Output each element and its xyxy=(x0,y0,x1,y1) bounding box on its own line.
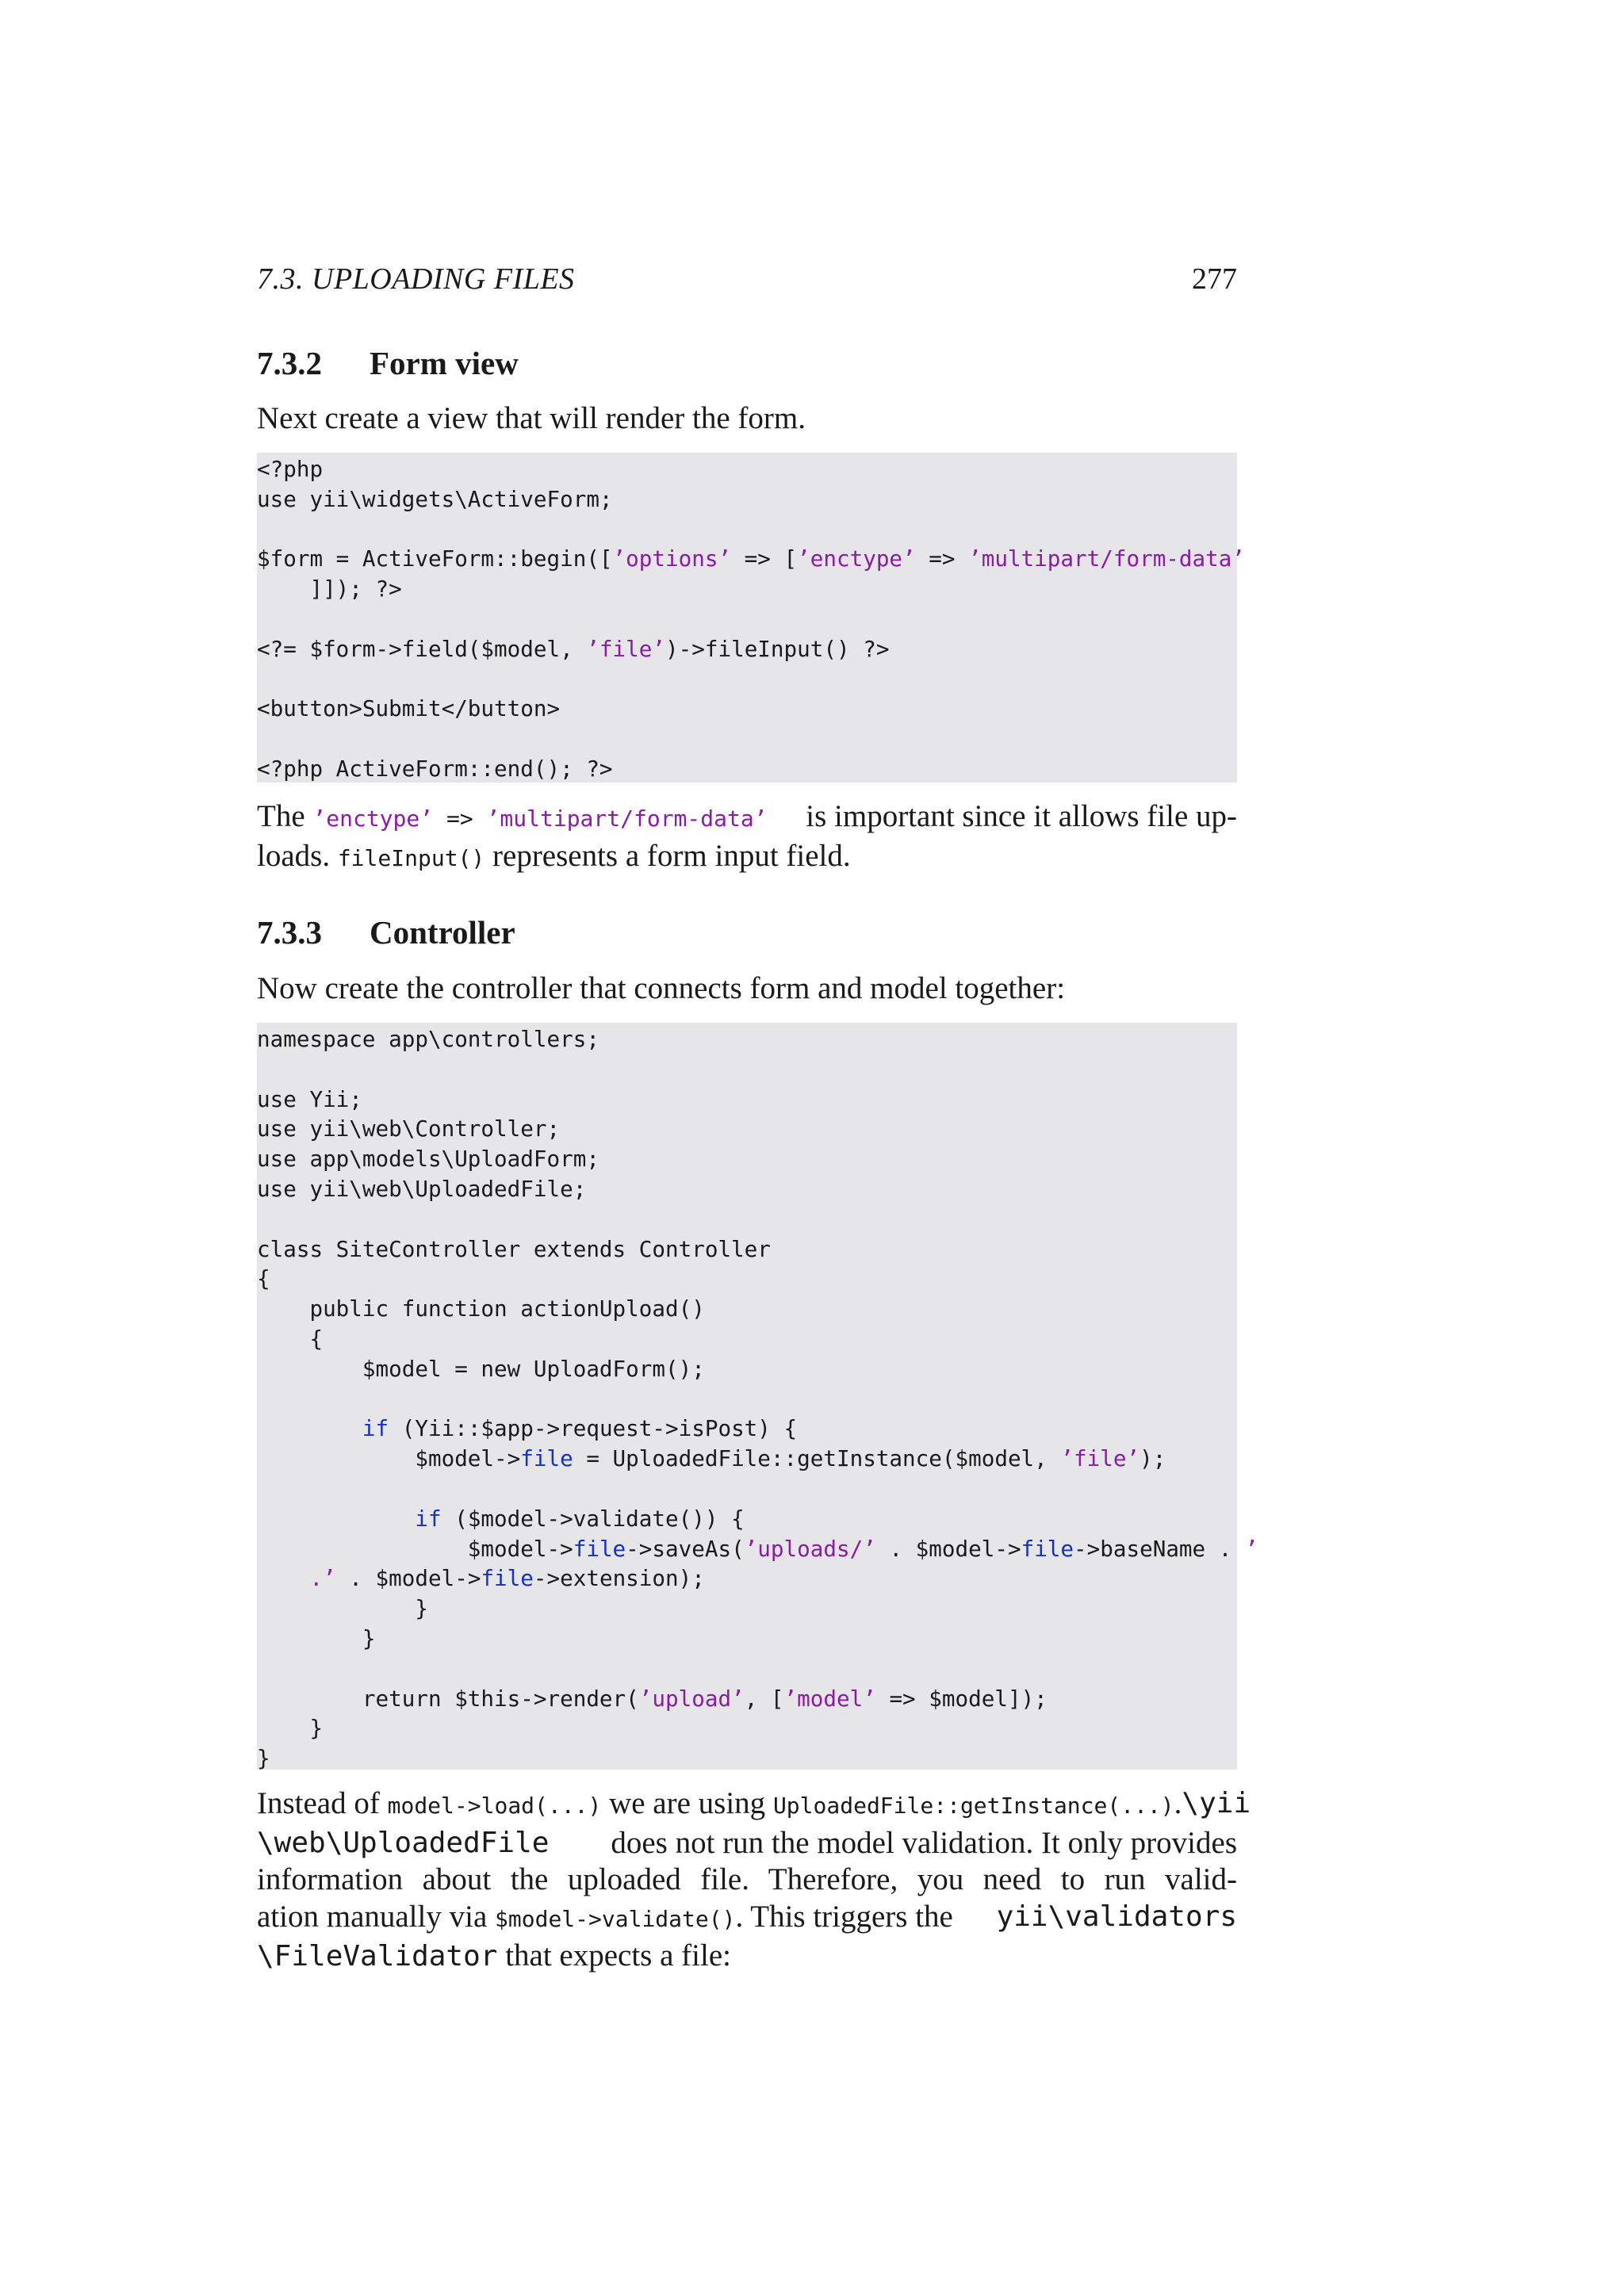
text: we are using xyxy=(601,1786,773,1820)
inline-code: => xyxy=(433,806,487,832)
closing-line-3: information about the uploaded file. Therefore, you need to run valid- xyxy=(257,1862,1237,1896)
text: does not run the model validation. It only provides xyxy=(611,1825,1237,1860)
text: ation manually via xyxy=(257,1899,496,1934)
code-line: if (Yii::$app->request->isPost) { xyxy=(362,1415,798,1442)
code-line: use yii\web\UploadedFile; xyxy=(257,1175,587,1202)
inline-code: \web\UploadedFile xyxy=(257,1826,550,1859)
code-line: <button>Submit</button> xyxy=(257,695,561,722)
code-line: .’ . $model->file->extension); xyxy=(309,1565,705,1592)
running-title: 7.3. UPLOADING FILES xyxy=(257,262,575,296)
enctype-paragraph xyxy=(257,798,1237,877)
controller-intro: Now create the controller that connects form and model together: xyxy=(257,971,1066,1005)
page-number: 277 xyxy=(1192,262,1237,296)
inline-code: ’enctype’ xyxy=(312,806,434,832)
section-title: Form view xyxy=(370,345,519,381)
code-line: use Yii; xyxy=(257,1085,362,1112)
text: Instead of xyxy=(257,1786,388,1820)
code-line: } xyxy=(257,1595,428,1622)
code-line: { xyxy=(257,1265,270,1292)
code-line: $form = ActiveForm::begin([’options’ => [’enctype’ => ’multipart/form-data’ xyxy=(257,545,1245,572)
text: . xyxy=(1174,1786,1182,1820)
code-line: class SiteController extends Controller xyxy=(257,1235,771,1262)
closing-line-4 xyxy=(257,1899,1237,1938)
code-line: <?= $form->field($model, ’file’)->fileInput() ?> xyxy=(257,635,890,662)
text: represents a form input field. xyxy=(485,838,851,873)
text: loads. xyxy=(257,838,338,873)
code-controller xyxy=(257,1024,1258,1774)
inline-code: ’multipart/form-data’ xyxy=(486,806,768,832)
text: The xyxy=(257,799,313,833)
closing-line-5 xyxy=(257,1938,1237,1976)
code-line: use yii\widgets\ActiveForm; xyxy=(257,485,613,512)
code-line: use yii\web\Controller; xyxy=(257,1115,561,1142)
inline-code: \FileValidator xyxy=(257,1940,498,1973)
code-line: namespace app\controllers; xyxy=(257,1026,599,1052)
code-line: $model->file = UploadedFile::getInstance($model, ’file’); xyxy=(257,1445,1166,1472)
code-form xyxy=(257,454,1245,784)
text: . This triggers the xyxy=(735,1899,953,1934)
code-line: public function actionUpload() xyxy=(257,1295,705,1322)
section-heading-controller xyxy=(257,912,515,953)
code-line: { xyxy=(257,1325,324,1352)
enctype-line-2 xyxy=(257,838,1237,878)
code-line: <?php xyxy=(257,456,324,482)
inline-code: model->load(...) xyxy=(387,1793,602,1819)
enctype-line-1 xyxy=(257,798,1237,838)
section-number: 7.3.3 xyxy=(257,914,322,951)
text: that expects a file: xyxy=(497,1938,731,1973)
closing-line-2 xyxy=(257,1825,1237,1862)
text: is important since it allows file up- xyxy=(806,799,1237,833)
form-view-intro: Next create a view that will render the form. xyxy=(257,401,806,435)
code-block-form-view xyxy=(257,453,1245,783)
code-line: ]]); ?> xyxy=(257,576,402,603)
code-line: <?php ActiveForm::end(); ?> xyxy=(257,755,613,782)
inline-code: UploadedFile::getInstance(...) xyxy=(772,1793,1174,1819)
closing-line-1 xyxy=(257,1785,1251,1825)
inline-code: fileInput() xyxy=(337,844,485,871)
code-line: return $this->render(’upload’, [’model’ => $model]); xyxy=(257,1685,1048,1712)
code-line: } xyxy=(257,1715,324,1742)
running-header xyxy=(257,260,1237,298)
code-block-controller xyxy=(257,1023,1258,1772)
code-line: $model = new UploadForm(); xyxy=(257,1355,705,1382)
code-line: if ($model->validate()) { xyxy=(415,1505,745,1532)
closing-paragraph xyxy=(257,1785,1251,1976)
section-title: Controller xyxy=(370,914,515,951)
inline-code: $model->validate() xyxy=(495,1905,736,1932)
section-number: 7.3.2 xyxy=(257,345,322,381)
inline-code: yii\validators xyxy=(996,1900,1237,1933)
code-line: } xyxy=(257,1745,270,1772)
inline-code: \yii xyxy=(1182,1787,1251,1820)
code-line: use app\models\UploadForm; xyxy=(257,1146,599,1173)
code-line: $model->file->saveAs(’uploads/’ . $model->file->baseName . ’ xyxy=(257,1535,1258,1562)
section-heading-form-view xyxy=(257,342,519,384)
code-line: } xyxy=(257,1624,376,1651)
